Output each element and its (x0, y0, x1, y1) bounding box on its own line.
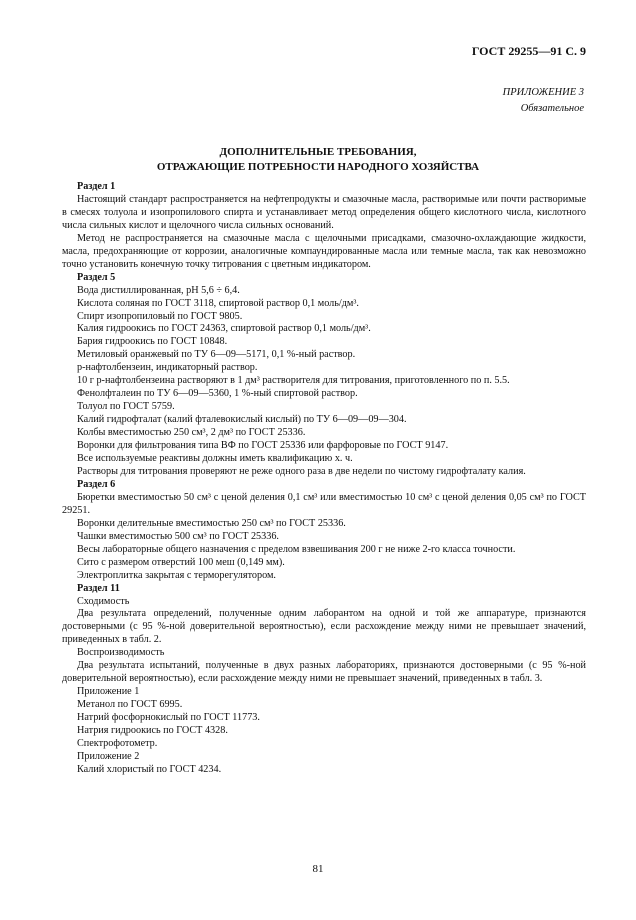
paragraph: Приложение 1 (77, 686, 140, 698)
paragraph: Метиловый оранжевый по ТУ 6—09—5171, 0,1 %-ный раствор. (77, 349, 356, 361)
paragraph: Воронки для фильтрования типа ВФ по ГОСТ 25336 или фарфоровые по ГОСТ 9147. (77, 440, 449, 452)
paragraph: Бюретки вместимостью 50 см³ с ценой деления 0,1 см³ или вместимостью 10 см³ с ценой деления 0,05 см³ по ГОСТ 29251. (62, 491, 586, 516)
paragraph: 10 г р-нафтолбензеина растворяют в 1 дм³ растворителя для титрования, приготовленного по п. 5.5. (77, 375, 510, 387)
paragraph: Настоящий стандарт распространяется на нефтепродукты и смазочные масла, растворимые или почти растворимые в смесях толуола и изопропилового спирта и устанавливает метод определения общего кислотного числа, кислотного числа сильных кислот и щелочного числа сильных оснований. (62, 193, 586, 231)
paragraph: Электроплитка закрытая с терморегулятором. (77, 569, 276, 581)
paragraph: Воронки делительные вместимостью 250 см³ по ГОСТ 25336. (77, 517, 346, 529)
paragraph: Спектрофотометр. (77, 737, 158, 749)
paragraph: Два результата определений, полученные одним лаборантом на одной и той же аппаратуре, признаются достоверными (с 95 %-ной доверительной вероятностью), если расхождение между ними не превышает значений, приведенных в табл. 2. (62, 608, 586, 646)
paragraph: Калий хлористый по ГОСТ 4234. (77, 763, 222, 775)
paragraph: Чашки вместимостью 500 см³ по ГОСТ 25336. (77, 530, 279, 542)
paragraph: Весы лабораторные общего назначения с пределом взвешивания 200 г не ниже 2-го класса точности. (77, 543, 516, 555)
appendix-status: Обязательное (520, 102, 584, 114)
page-number: 81 (312, 863, 324, 875)
paragraph: Метанол по ГОСТ 6995. (77, 699, 183, 711)
paragraph: Фенолфталеин по ТУ 6—09—5360, 1 %-ный спиртовой раствор. (77, 388, 358, 400)
paragraph: Сито с размером отверстий 100 меш (0,149 мм). (77, 556, 285, 568)
paragraph: Метод не распространяется на смазочные масла с щелочными присадками, смазочно-охлаждающие жидкости, масла, предохраняющие от коррозии, аналогичные компаундированные масла или темные масла, так как невозможно точно установить конечную точку титрования с цветным индикатором. (62, 232, 586, 270)
paragraph: Бария гидроокись по ГОСТ 10848. (77, 336, 228, 348)
paragraph: Колбы вместимостью 250 см³, 2 дм³ по ГОСТ 25336. (77, 427, 306, 439)
section-heading: Раздел 11 (77, 582, 120, 594)
paragraph: Калия гидроокись по ГОСТ 24363, спиртовой раствор 0,1 моль/дм³. (77, 323, 371, 335)
paragraph: Натрия гидроокись по ГОСТ 4328. (77, 725, 228, 737)
appendix-label (503, 85, 584, 117)
paragraph: Вода дистиллированная, рН 5,6 ÷ 6,4. (77, 284, 240, 296)
paragraph: Кислота соляная по ГОСТ 3118, спиртовой раствор 0,1 моль/дм³. (77, 297, 359, 309)
paragraph: р-нафтолбензеин, индикаторный раствор. (77, 362, 258, 374)
title-line-2: ОТРАЖАЮЩИЕ ПОТРЕБНОСТИ НАРОДНОГО ХОЗЯЙСТВА (156, 161, 480, 174)
paragraph: Калий гидрофталат (калий фталевокислый кислый) по ТУ 6—09—09—304. (77, 414, 407, 426)
document-body (62, 181, 586, 777)
section-heading: Раздел 6 (77, 478, 116, 490)
title-line-1: ДОПОЛНИТЕЛЬНЫЕ ТРЕБОВАНИЯ, (219, 146, 417, 158)
paragraph: Все используемые реактивы должны иметь квалификацию х. ч. (77, 453, 353, 465)
paragraph: Воспроизводимость (77, 647, 165, 659)
paragraph: Сходимость (77, 595, 130, 607)
paragraph: Два результата испытаний, полученные в двух разных лабораториях, признаются достоверными (с 95 %-ной доверительной вероятностью), если расхождение между ними не превышает значений, приведенных в табл. 3. (62, 660, 586, 685)
document-header: ГОСТ 29255—91 С. 9 (471, 44, 586, 58)
section-heading: Раздел 5 (77, 271, 116, 283)
paragraph: Натрий фосфорнокислый по ГОСТ 11773. (77, 712, 260, 724)
paragraph: Толуол по ГОСТ 5759. (77, 401, 175, 413)
paragraph: Растворы для титрования проверяют не реже одного раза в две недели по чистому гидрофталату калия. (77, 465, 526, 477)
paragraph: Спирт изопропиловый по ГОСТ 9805. (77, 310, 243, 322)
page-title (0, 145, 636, 176)
paragraph: Приложение 2 (77, 750, 140, 762)
appendix-number: ПРИЛОЖЕНИЕ 3 (502, 87, 584, 98)
section-heading: Раздел 1 (77, 181, 116, 192)
